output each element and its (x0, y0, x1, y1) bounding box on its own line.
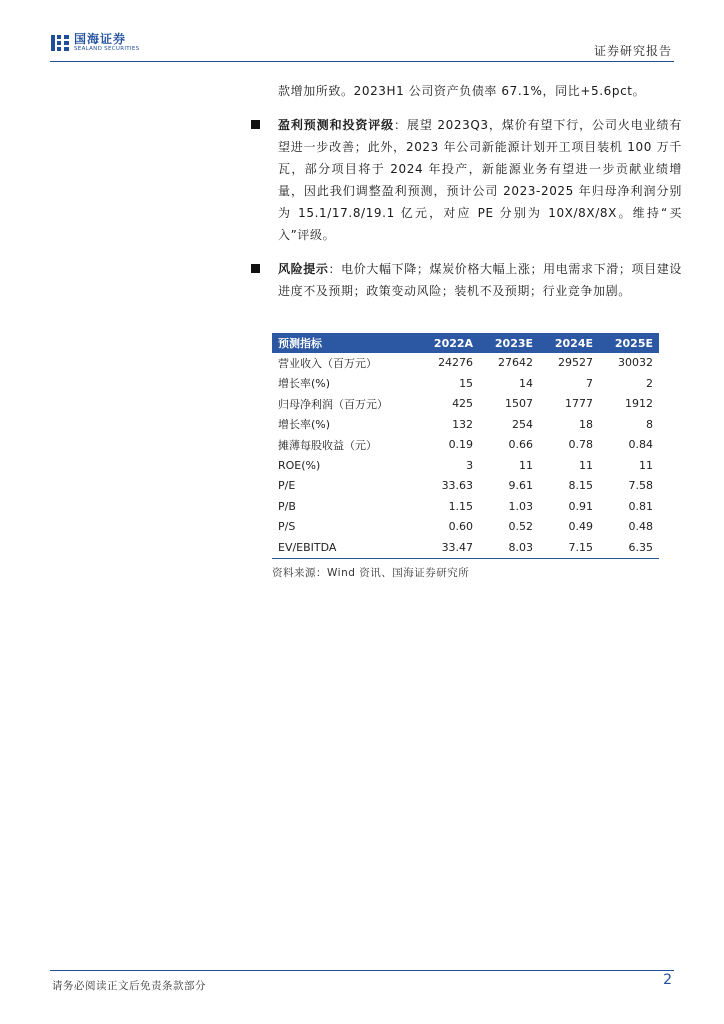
table-row (272, 394, 659, 415)
table-cell: 0.48 (628, 520, 653, 534)
table-cell: 15 (459, 376, 474, 390)
table-cell: P/S (278, 520, 296, 534)
forecast-section (278, 114, 682, 246)
table-header-cell: 2023E (494, 336, 534, 350)
table-cell: 0.91 (568, 499, 593, 513)
table-cell: 8.03 (508, 540, 534, 554)
table-row (272, 517, 659, 538)
table-row (272, 496, 659, 517)
table-cell: 摊薄每股收益（元） (278, 438, 377, 452)
table-cell: 7 (586, 376, 593, 390)
table-cell: 29527 (558, 356, 593, 370)
table-cell: 8.15 (568, 479, 593, 493)
square-bullet-icon (251, 120, 260, 129)
table-cell: 1.03 (508, 499, 534, 513)
table-header-cell: 2024E (554, 336, 593, 350)
table-cell: 3 (466, 458, 474, 472)
table-cell: 18 (579, 417, 593, 431)
table-cell: 1777 (565, 397, 593, 411)
table-cell: 11 (639, 458, 653, 472)
forecast-table (272, 333, 659, 558)
header-divider (50, 61, 674, 62)
report-type-title: 证券研究报告 (593, 44, 672, 58)
table-cell: 11 (579, 458, 593, 472)
table-cell: 8 (646, 417, 653, 431)
table-cell: 0.60 (448, 520, 474, 534)
table-cell: ROE(%) (278, 458, 321, 472)
forecast-text: ：展望 2023Q3，煤价有望下行，公司火电业绩有望进一步改善；此外，2023 年公司新能源计划开工项目装机 100 万千瓦，部分项目将于 2024 年投产，新能源业务有望进一步贡献业绩增量，因此我们调整盈利预测，预计公司 2023-2025 年归母净利润分别为 15.1/17.8/19.1 亿元，对应 PE 分别为 10X/8X/8X。维持“买入”评级。 (278, 118, 683, 242)
page-header (0, 0, 724, 62)
report-body (278, 80, 682, 302)
table-cell: 14 (519, 376, 534, 390)
table-cell: P/B (278, 499, 296, 513)
table-cell: 营业收入（百万元） (278, 356, 377, 370)
table-row (272, 537, 659, 558)
risk-text: ：电价大幅下降；煤炭价格大幅上涨；用电需求下滑；项目建设进度不及预期；政策变动风险；装机不及预期；行业竞争加剧。 (278, 262, 682, 298)
table-cell: 6.35 (628, 540, 653, 554)
forecast-label: 盈利预测和投资评级 (278, 118, 395, 132)
table-cell: 0.81 (628, 499, 653, 513)
forecast-table-container (272, 333, 659, 580)
table-cell: 归母净利润（百万元） (278, 397, 388, 411)
table-cell: 1.15 (448, 499, 474, 513)
table-bottom-rule (272, 558, 659, 559)
table-cell: EV/EBITDA (278, 540, 337, 554)
table-cell: P/E (278, 479, 296, 493)
company-logo (50, 32, 139, 54)
table-cell: 33.47 (441, 540, 474, 554)
table-row (272, 435, 659, 456)
table-header-cell: 预测指标 (278, 337, 322, 350)
table-cell: 增长率(%) (278, 377, 331, 391)
table-cell: 0.52 (508, 520, 534, 534)
square-bullet-icon (251, 264, 260, 273)
table-cell: 增长率(%) (278, 418, 331, 432)
intro-paragraph: 款增加所致。2023H1 公司资产负债率 67.1%，同比+5.6pct。 (278, 84, 646, 98)
table-cell: 2 (646, 376, 653, 390)
table-cell: 0.78 (568, 438, 593, 452)
table-cell: 0.49 (568, 520, 593, 534)
table-header-cell: 2025E (614, 336, 653, 350)
table-cell: 33.63 (441, 479, 474, 493)
table-cell: 7.58 (628, 479, 653, 493)
table-cell: 0.66 (508, 438, 534, 452)
table-cell: 30032 (618, 356, 653, 370)
table-row (272, 373, 659, 394)
table-cell: 0.19 (448, 438, 474, 452)
table-cell: 24276 (438, 356, 474, 370)
table-row (272, 455, 659, 476)
footer-divider (50, 970, 674, 971)
logo-chinese-name: 国海证券 (74, 32, 127, 47)
table-cell: 27642 (498, 356, 534, 370)
table-cell: 0.84 (628, 438, 653, 452)
table-header-cell: 2022A (433, 336, 474, 350)
table-cell: 11 (519, 458, 534, 472)
table-row (272, 414, 659, 435)
table-header-row (272, 333, 659, 353)
logo-english-name: SEALAND SECURITIES (74, 46, 140, 53)
table-cell: 132 (452, 417, 474, 431)
table-cell: 9.61 (508, 479, 534, 493)
table-cell: 254 (512, 417, 534, 431)
table-source-note: 资料来源：Wind 资讯、国海证券研究所 (272, 567, 470, 579)
table-row (272, 476, 659, 497)
table-cell: 1912 (625, 397, 653, 411)
risk-section (278, 258, 682, 302)
sealand-logo-icon (50, 33, 70, 53)
table-row (272, 353, 659, 373)
page-number: 2 (663, 972, 672, 988)
table-cell: 425 (452, 397, 474, 411)
table-cell: 7.15 (568, 540, 593, 554)
footer-disclaimer: 请务必阅读正文后免责条款部分 (52, 980, 206, 992)
table-cell: 1507 (505, 397, 534, 411)
risk-label: 风险提示 (278, 262, 329, 276)
